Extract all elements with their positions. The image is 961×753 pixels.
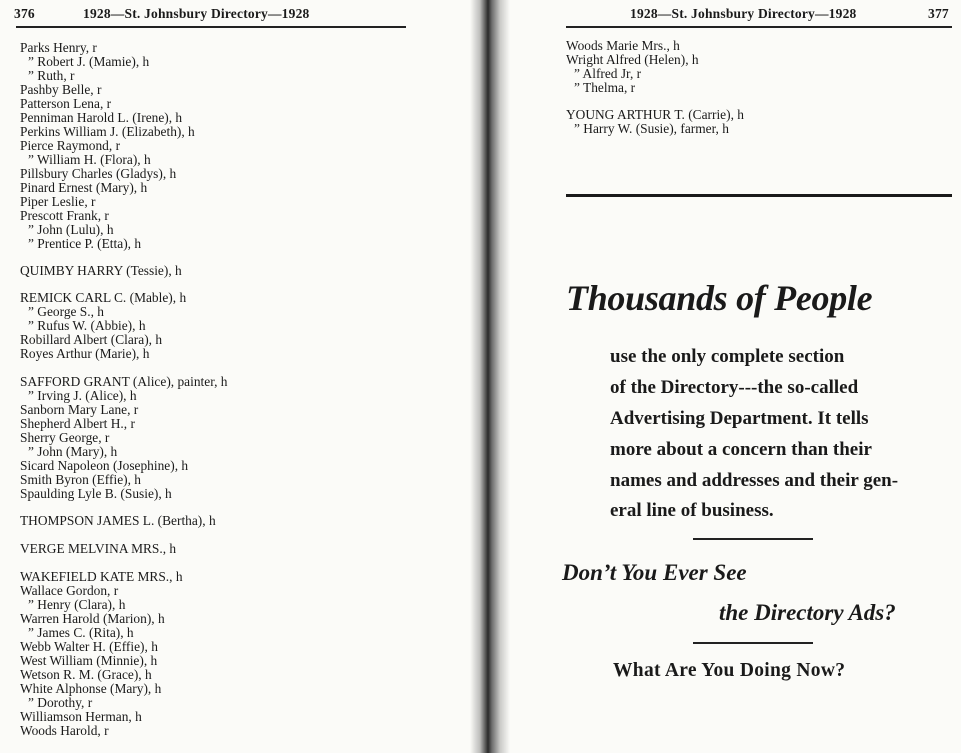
- left-entry: THOMPSON JAMES L. (Bertha), h: [20, 513, 216, 528]
- right-entry: Wright Alfred (Helen), h: [566, 52, 699, 67]
- left-entry: Royes Arthur (Marie), h: [20, 346, 150, 361]
- left-entry: Piper Leslie, r: [20, 194, 96, 209]
- left-entry: ” Irving J. (Alice), h: [28, 388, 137, 403]
- left-entry: ” John (Mary), h: [28, 444, 118, 459]
- left-entry: ” Rufus W. (Abbie), h: [28, 318, 146, 333]
- left-entry: White Alphonse (Mary), h: [20, 681, 162, 696]
- left-running-header: 1928—St. Johnsbury Directory—1928: [83, 6, 310, 21]
- ad-question-line-1: Don’t You Ever See: [562, 560, 747, 585]
- right-page-number: 377: [928, 6, 949, 21]
- left-entry: ” Dorothy, r: [28, 695, 93, 710]
- left-entry: Smith Byron (Effie), h: [20, 472, 141, 487]
- left-entry: ” Ruth, r: [28, 68, 75, 83]
- left-entry: Sicard Napoleon (Josephine), h: [20, 458, 189, 473]
- ad-question-line-2: the Directory Ads?: [719, 600, 896, 625]
- left-entry: Shepherd Albert H., r: [20, 416, 135, 431]
- right-entry: ” Thelma, r: [574, 80, 636, 95]
- left-entry: Pillsbury Charles (Gladys), h: [20, 166, 177, 181]
- left-entry: Sherry George, r: [20, 430, 110, 445]
- ad-body-line: Advertising Department. It tells: [610, 408, 869, 429]
- left-page: [0, 0, 478, 753]
- ad-body-line: more about a concern than their: [610, 439, 872, 460]
- left-page-number: 376: [14, 6, 35, 21]
- ad-body-line: eral line of business.: [610, 500, 774, 521]
- left-entry: Pashby Belle, r: [20, 82, 102, 97]
- left-entry: Webb Walter H. (Effie), h: [20, 639, 158, 654]
- right-entry: Woods Marie Mrs., h: [566, 38, 680, 53]
- left-entry: Williamson Herman, h: [20, 709, 142, 724]
- left-entry: Pinard Ernest (Mary), h: [20, 180, 148, 195]
- ad-headline: Thousands of People: [566, 278, 873, 318]
- left-entry: Sanborn Mary Lane, r: [20, 402, 139, 417]
- left-entry: West William (Minnie), h: [20, 653, 158, 668]
- left-entry: WAKEFIELD KATE MRS., h: [20, 569, 183, 584]
- left-entry: Penniman Harold L. (Irene), h: [20, 110, 183, 125]
- ad-short-rule-2: [693, 642, 813, 644]
- left-entry: Woods Harold, r: [20, 723, 109, 738]
- right-page: [506, 0, 961, 753]
- left-entry: Perkins William J. (Elizabeth), h: [20, 124, 195, 139]
- left-entry: ” James C. (Rita), h: [28, 625, 134, 640]
- left-entry: ” George S., h: [28, 304, 104, 319]
- right-entry: ” Alfred Jr, r: [574, 66, 642, 81]
- right-running-header: 1928—St. Johnsbury Directory—1928: [630, 6, 857, 21]
- left-entry: Pierce Raymond, r: [20, 138, 121, 153]
- left-entry: Robillard Albert (Clara), h: [20, 332, 163, 347]
- left-entry: Patterson Lena, r: [20, 96, 112, 111]
- left-entry: Wallace Gordon, r: [20, 583, 119, 598]
- ad-closing-line: What Are You Doing Now?: [613, 660, 846, 681]
- left-entry: ” William H. (Flora), h: [28, 152, 151, 167]
- ad-body-line: use the only complete section: [610, 346, 845, 367]
- left-entry: Wetson R. M. (Grace), h: [20, 667, 152, 682]
- right-entry: YOUNG ARTHUR T. (Carrie), h: [566, 107, 744, 122]
- left-entry: Warren Harold (Marion), h: [20, 611, 165, 626]
- right-header-rule: [566, 26, 952, 28]
- left-entry: Prescott Frank, r: [20, 208, 109, 223]
- left-entry: ” John (Lulu), h: [28, 222, 114, 237]
- left-entry: ” Henry (Clara), h: [28, 597, 126, 612]
- left-entry: QUIMBY HARRY (Tessie), h: [20, 263, 182, 278]
- left-entry: Spaulding Lyle B. (Susie), h: [20, 486, 172, 501]
- left-entry: ” Robert J. (Mamie), h: [28, 54, 150, 69]
- left-entry: REMICK CARL C. (Mable), h: [20, 290, 187, 305]
- ad-short-rule-1: [693, 538, 813, 540]
- left-entry: ” Prentice P. (Etta), h: [28, 236, 142, 251]
- right-entry: ” Harry W. (Susie), farmer, h: [574, 121, 729, 136]
- ad-body-line: of the Directory---the so-called: [610, 377, 859, 398]
- left-entry: Parks Henry, r: [20, 40, 97, 55]
- book-gutter: [470, 0, 510, 753]
- ad-divider-rule: [566, 194, 952, 197]
- left-entry: VERGE MELVINA MRS., h: [20, 541, 177, 556]
- ad-body-line: names and addresses and their gen-: [610, 470, 899, 491]
- left-header-rule: [16, 26, 406, 28]
- left-entry: SAFFORD GRANT (Alice), painter, h: [20, 374, 228, 389]
